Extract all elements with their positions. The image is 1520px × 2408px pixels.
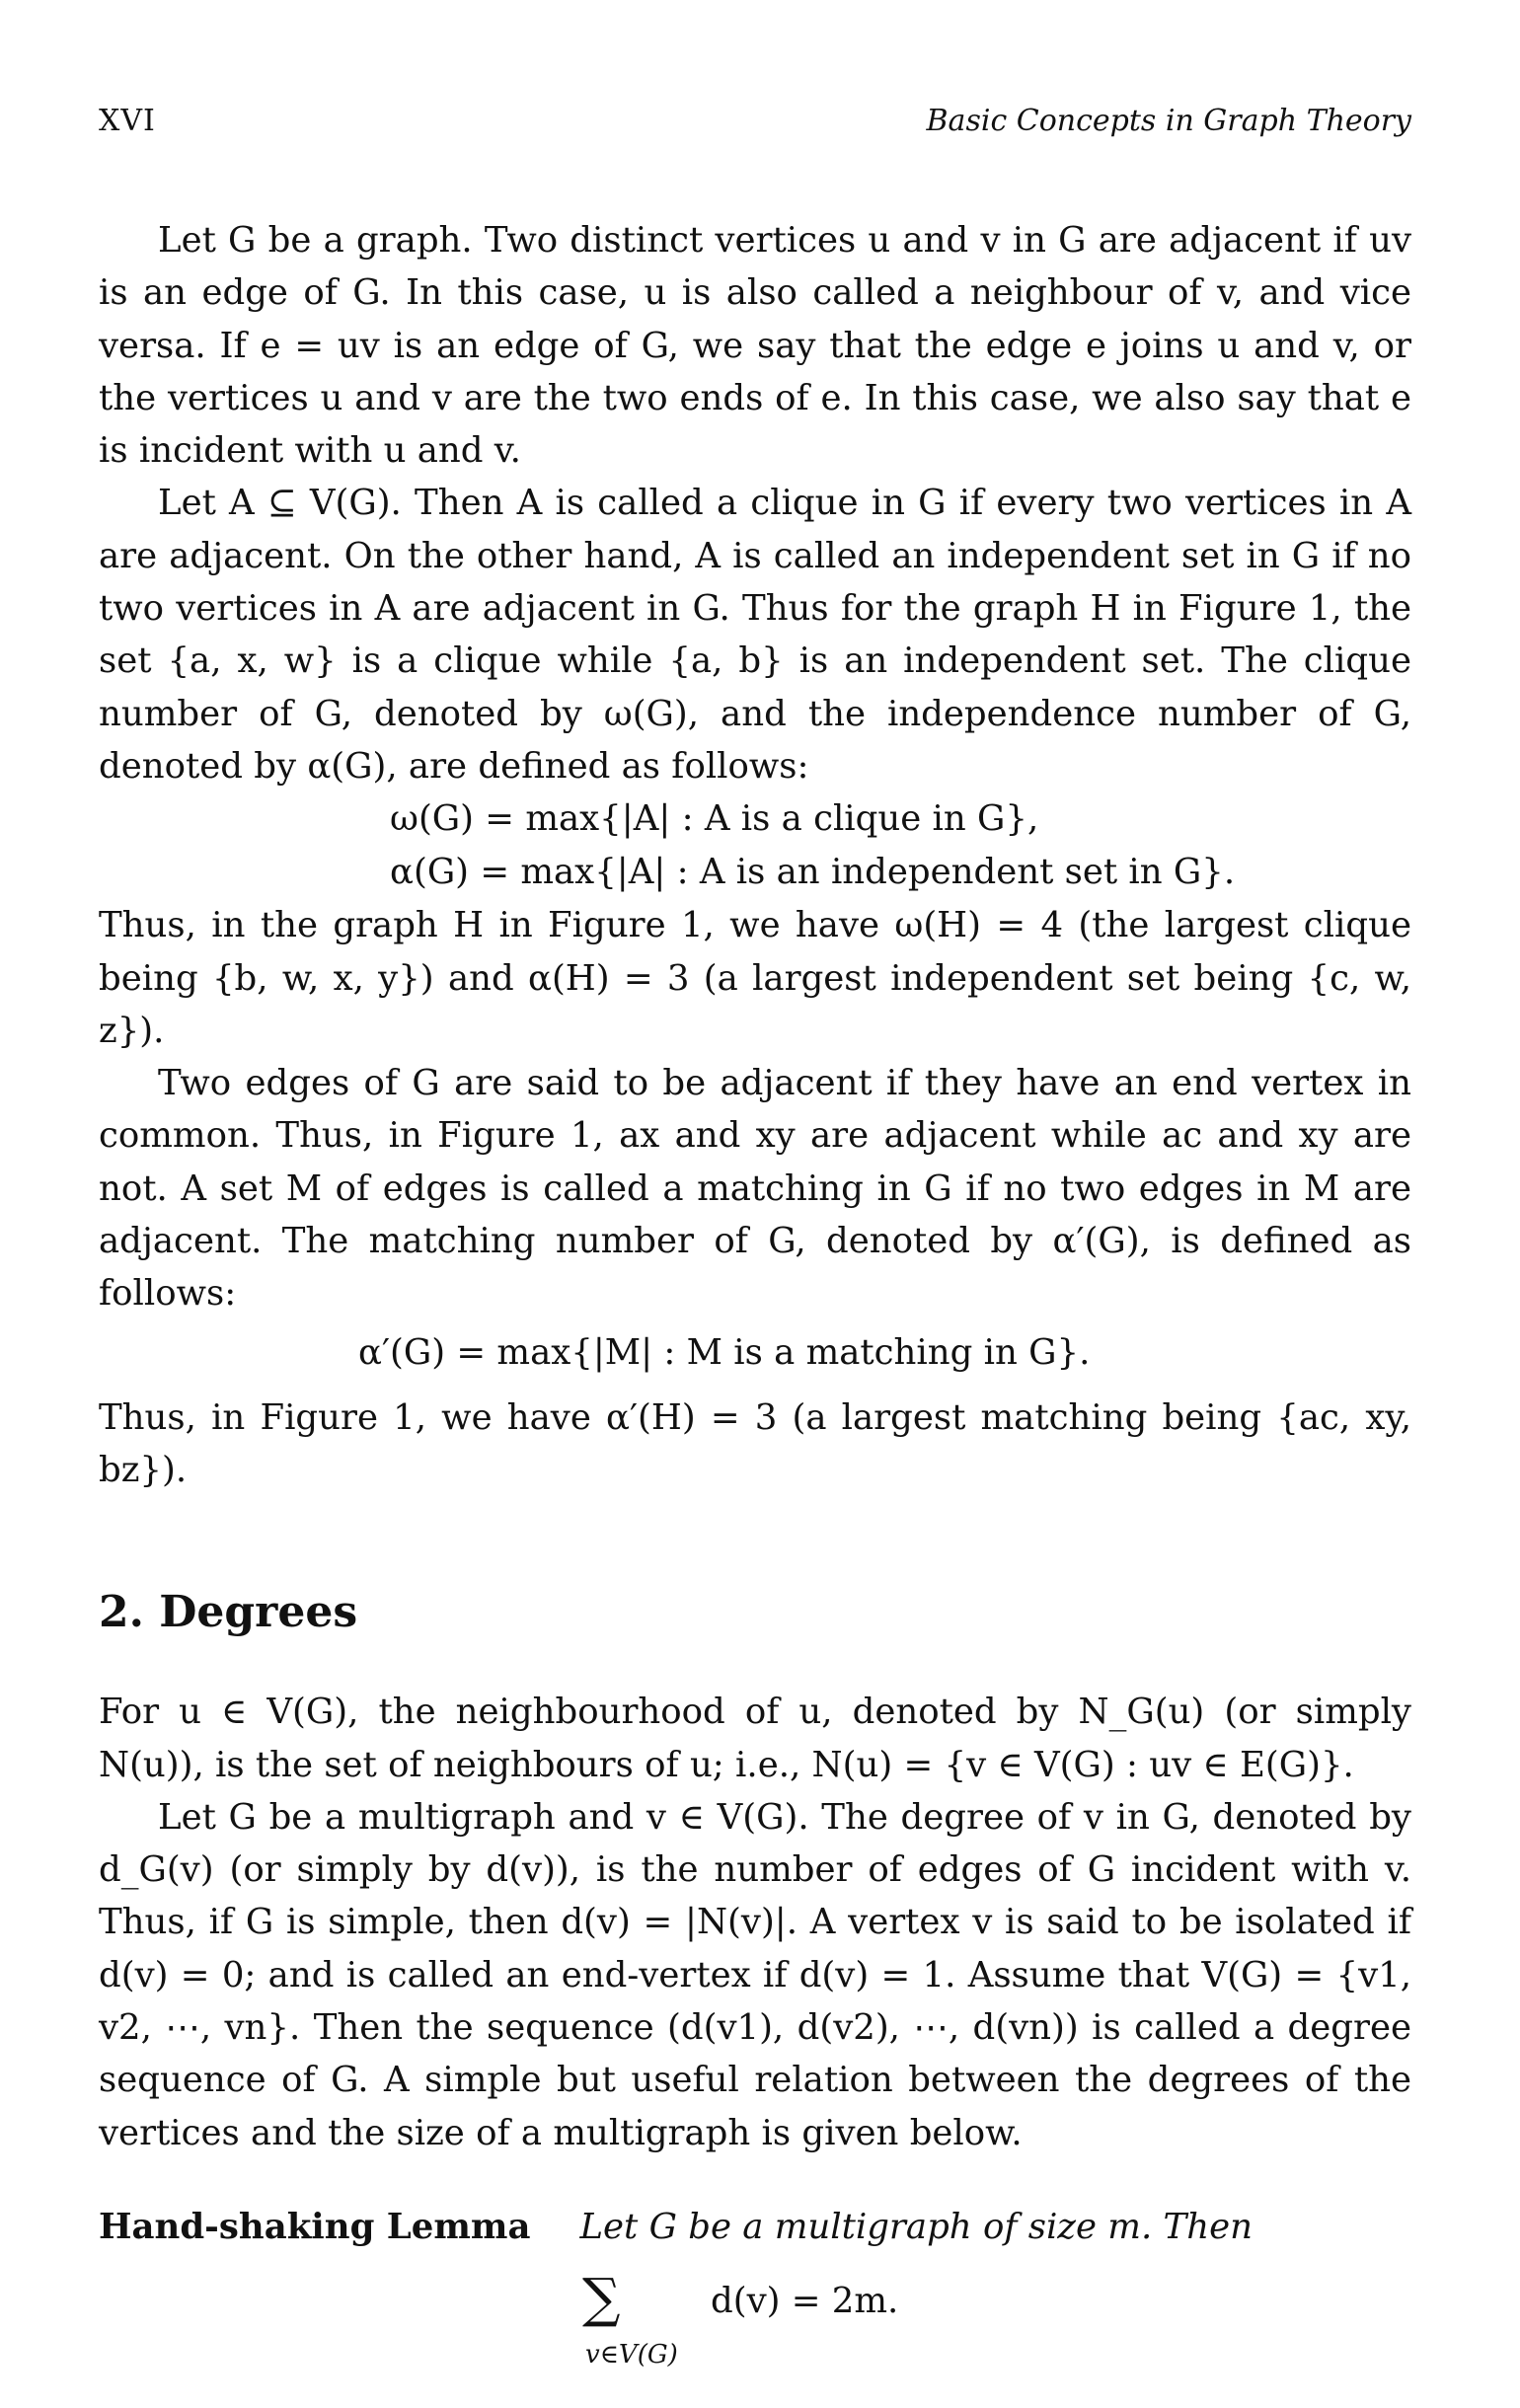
book-page <box>99 104 1411 2397</box>
equation-independence-number: α(G) = max{|A| : A is an independent set in G}. <box>390 852 1236 893</box>
equation-clique-number: ω(G) = max{|A| : A is a clique in G}, <box>390 798 1039 840</box>
paragraph-adjacency: Let G be a graph. Two distinct vertices u and v in G are adjacent if uv is an edge of G. In this case, u is also called a neighbour of v, and vice versa. If e = uv is an edge of G, we say that the edge e joins u and v, or the vertices u and v are the two ends of e. In this case, we also say that e is incident with u and v. <box>99 220 1411 472</box>
lemma <box>99 2201 1411 2253</box>
sum-subscript: v∈V(G) <box>585 2339 678 2370</box>
running-title: Basic Concepts in Graph Theory <box>926 104 1411 138</box>
section-heading: 2. Degrees <box>99 1587 358 1638</box>
sum-body: d(v) = 2m. <box>711 2280 899 2321</box>
sum-formula <box>99 2266 1411 2397</box>
paragraph-degree: Let G be a multigraph and v ∈ V(G). The degree of v in G, denoted by d_G(v) (or simply by d(v)), is the number of edges of G incident with v. Thus, if G is simple, then d(v) = |N(v)|. A vertex v is said to be isolated if d(v) = 0; and is called an end-vertex if d(v) = 1. Assume that V(G) = {v1, v2, ⋯, vn}. Then the sequence (d(v1), d(v2), ⋯, d(vn)) is called a degree sequence of G. A simple but useful relation between the degrees of the vertices and the size of a multigraph is given below. <box>99 1796 1411 2153</box>
paragraph-matching-example: Thus, in Figure 1, we have α′(H) = 3 (a largest matching being {ac, xy, bz}). <box>99 1396 1411 1490</box>
summation-sign: ∑ <box>582 2266 621 2329</box>
equation-matching-number: α′(G) = max{|M| : M is a matching in G}. <box>358 1331 1091 1373</box>
lemma-statement: Let G be a multigraph of size m. Then <box>579 2206 1253 2247</box>
paragraph-matching: Two edges of G are said to be adjacent if they have an end vertex in common. Thus, in Figure 1, ax and xy are adjacent while ac and xy are not. A set M of edges is called a matching in G if no two edges in M are adjacent. The matching number of G, denoted by α′(G), is defined as follows: <box>99 1063 1411 1315</box>
lemma-name: Hand-shaking Lemma <box>99 2206 531 2247</box>
page-number: XVI <box>99 104 156 138</box>
paragraph-neighbourhood: For u ∈ V(G), the neighbourhood of u, denoted by N_G(u) (or simply N(u)), is the set of neighbours of u; i.e., N(u) = {v ∈ V(G) : uv ∈ E(G)}. <box>99 1692 1411 1785</box>
running-header <box>99 104 1411 143</box>
paragraph-clique-example: Thus, in the graph H in Figure 1, we have ω(H) = 4 (the largest clique being {b, w, x, y}) and α(H) = 3 (a largest independent set being {c, w, z}). <box>99 905 1411 1051</box>
paragraph-clique: Let A ⊆ V(G). Then A is called a clique in G if every two vertices in A are adjacent. On the other hand, A is called an independent set in G if no two vertices in A are adjacent in G. Thus for the graph H in Figure 1, the set {a, x, w} is a clique while {a, b} is an independent set. The clique number of G, denoted by ω(G), and the independence number of G, denoted by α(G), are defined as follows: <box>99 483 1411 787</box>
